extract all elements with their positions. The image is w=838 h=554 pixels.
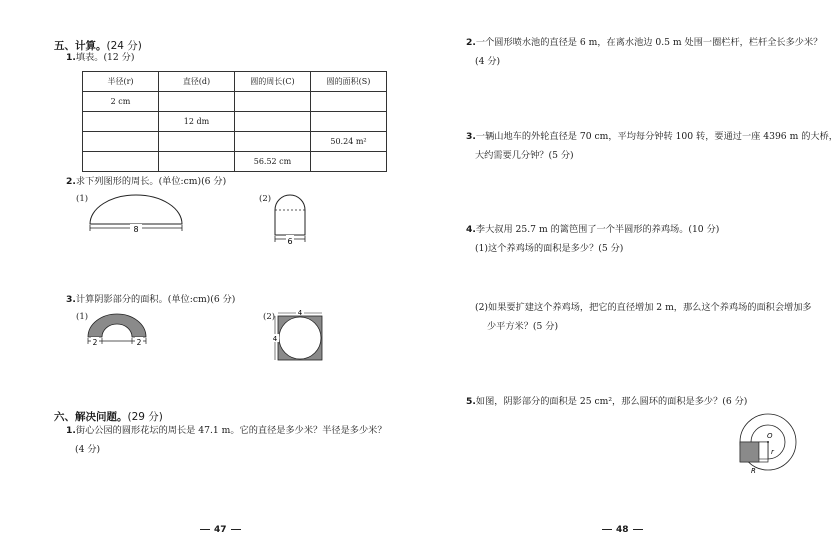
table-cell[interactable] bbox=[311, 92, 387, 112]
problem-1-score: (4 分) bbox=[75, 444, 101, 455]
question-3 bbox=[66, 290, 235, 309]
figure-2-dimension: 6 bbox=[287, 237, 293, 246]
problem-5-number: 5. bbox=[466, 396, 476, 407]
problem-4-part-2-text: (2)如果要扩建这个养鸡场，把它的直径增加 2 m，那么这个养鸡场的面积会增加多 bbox=[475, 302, 812, 313]
shaded-semicircle-figure bbox=[84, 308, 154, 350]
table-cell[interactable] bbox=[311, 152, 387, 172]
figure-4-dimension-side: 4 bbox=[272, 335, 278, 343]
problem-1 bbox=[66, 421, 387, 459]
page-number: 48 bbox=[616, 525, 629, 535]
problem-1-text: 街心公园的圆形花坛的周长是 47.1 m。它的直径是多少米？半径是多少米？ bbox=[75, 425, 387, 436]
footer-dash bbox=[602, 529, 612, 530]
table-cell[interactable] bbox=[235, 112, 311, 132]
table-cell[interactable]: 2 cm bbox=[83, 92, 159, 112]
outer-radius-label: R bbox=[751, 467, 756, 475]
problem-1-number: 1. bbox=[66, 425, 76, 436]
table-cell[interactable] bbox=[159, 132, 235, 152]
problem-2-number: 2. bbox=[466, 37, 476, 48]
footer-dash bbox=[231, 529, 241, 530]
figure-4-dimension-top: 4 bbox=[297, 309, 303, 317]
center-label: O bbox=[767, 432, 773, 440]
table-cell[interactable] bbox=[83, 112, 159, 132]
question-2-number: 2. bbox=[66, 176, 76, 187]
question-1-number: 1. bbox=[66, 52, 76, 63]
problem-4-number: 4. bbox=[466, 224, 476, 235]
problem-5 bbox=[466, 392, 747, 411]
question-3-number: 3. bbox=[66, 294, 76, 305]
table-cell[interactable] bbox=[159, 152, 235, 172]
page-number: 47 bbox=[214, 525, 227, 535]
table-header: 半径(r) bbox=[83, 72, 159, 92]
problem-3-number: 3. bbox=[466, 131, 476, 142]
table-cell[interactable]: 56.52 cm bbox=[235, 152, 311, 172]
problem-2-score: (4 分) bbox=[475, 56, 501, 67]
problem-3-text-continued: 大约需要几分钟？(5 分) bbox=[475, 150, 574, 161]
table-cell[interactable] bbox=[83, 152, 159, 172]
table-row bbox=[83, 112, 387, 132]
page-footer-48 bbox=[598, 525, 647, 535]
table-cell[interactable] bbox=[311, 112, 387, 132]
figure-3-dimension-b: 2 bbox=[136, 338, 142, 347]
page-47 bbox=[0, 0, 400, 554]
shaded-square-figure bbox=[268, 308, 328, 368]
footer-dash bbox=[633, 529, 643, 530]
table-row bbox=[83, 92, 387, 112]
problem-5-text: 如图，阴影部分的面积是 25 cm²，那么圆环的面积是多少？(6 分) bbox=[475, 396, 748, 407]
problem-3-text: 一辆山地车的外轮直径是 70 cm，平均每分钟转 100 转，要通过一座 4396 m 的大桥， bbox=[475, 131, 838, 142]
table-cell[interactable] bbox=[235, 92, 311, 112]
table-header: 圆的周长(C) bbox=[235, 72, 311, 92]
table-cell[interactable] bbox=[235, 132, 311, 152]
question-3-text: 计算阴影部分的面积。(单位:cm)(6 分) bbox=[75, 294, 236, 305]
problem-2-text: 一个圆形喷水池的直径是 6 m，在离水池边 0.5 m 处围一圈栏杆，栏杆全长多少米？ bbox=[475, 37, 823, 48]
table-header-row bbox=[83, 72, 387, 92]
problem-3 bbox=[466, 127, 838, 165]
table-header: 圆的面积(S) bbox=[311, 72, 387, 92]
question-1 bbox=[66, 48, 134, 67]
problem-4-text: 李大叔用 25.7 m 的篱笆围了一个半圆形的养鸡场。(10 分) bbox=[475, 224, 720, 235]
footer-dash bbox=[200, 529, 210, 530]
fill-table bbox=[82, 71, 387, 172]
figure-2-label: (2) bbox=[259, 194, 272, 204]
figure-4-label: (2) bbox=[263, 312, 276, 322]
section-6-score: (29 分) bbox=[127, 411, 163, 423]
arch-figure bbox=[268, 192, 328, 248]
table-cell[interactable] bbox=[159, 92, 235, 112]
page-footer-47 bbox=[196, 525, 245, 535]
section-6-title: 六、解决问题。 bbox=[54, 411, 128, 423]
figure-1-label: (1) bbox=[76, 194, 89, 204]
semicircle-figure bbox=[86, 192, 186, 238]
inner-radius-label: r bbox=[771, 448, 774, 456]
table-cell[interactable]: 50.24 m² bbox=[311, 132, 387, 152]
figure-3-label: (1) bbox=[76, 312, 89, 322]
page-48 bbox=[400, 0, 838, 554]
section-5-title: 五、计算。 bbox=[54, 40, 107, 52]
problem-4-part-2 bbox=[475, 298, 812, 336]
table-header: 直径(d) bbox=[159, 72, 235, 92]
problem-2 bbox=[466, 33, 822, 71]
table-cell[interactable] bbox=[83, 132, 159, 152]
problem-4-part-1: (1)这个养鸡场的面积是多少？(5 分) bbox=[475, 243, 624, 254]
question-2 bbox=[66, 172, 226, 191]
figure-1-dimension: 8 bbox=[133, 225, 139, 234]
table-cell[interactable]: 12 dm bbox=[159, 112, 235, 132]
problem-4-part-2-text-continued: 少平方米？(5 分) bbox=[487, 321, 559, 332]
table-row bbox=[83, 152, 387, 172]
ring-figure bbox=[734, 410, 798, 480]
problem-4 bbox=[466, 220, 719, 258]
section-5-score: (24 分) bbox=[106, 40, 142, 52]
figure-3-dimension-a: 2 bbox=[92, 338, 98, 347]
question-2-text: 求下列图形的周长。(单位:cm)(6 分) bbox=[75, 176, 227, 187]
question-1-text: 填表。(12 分) bbox=[75, 52, 135, 63]
table-row bbox=[83, 132, 387, 152]
